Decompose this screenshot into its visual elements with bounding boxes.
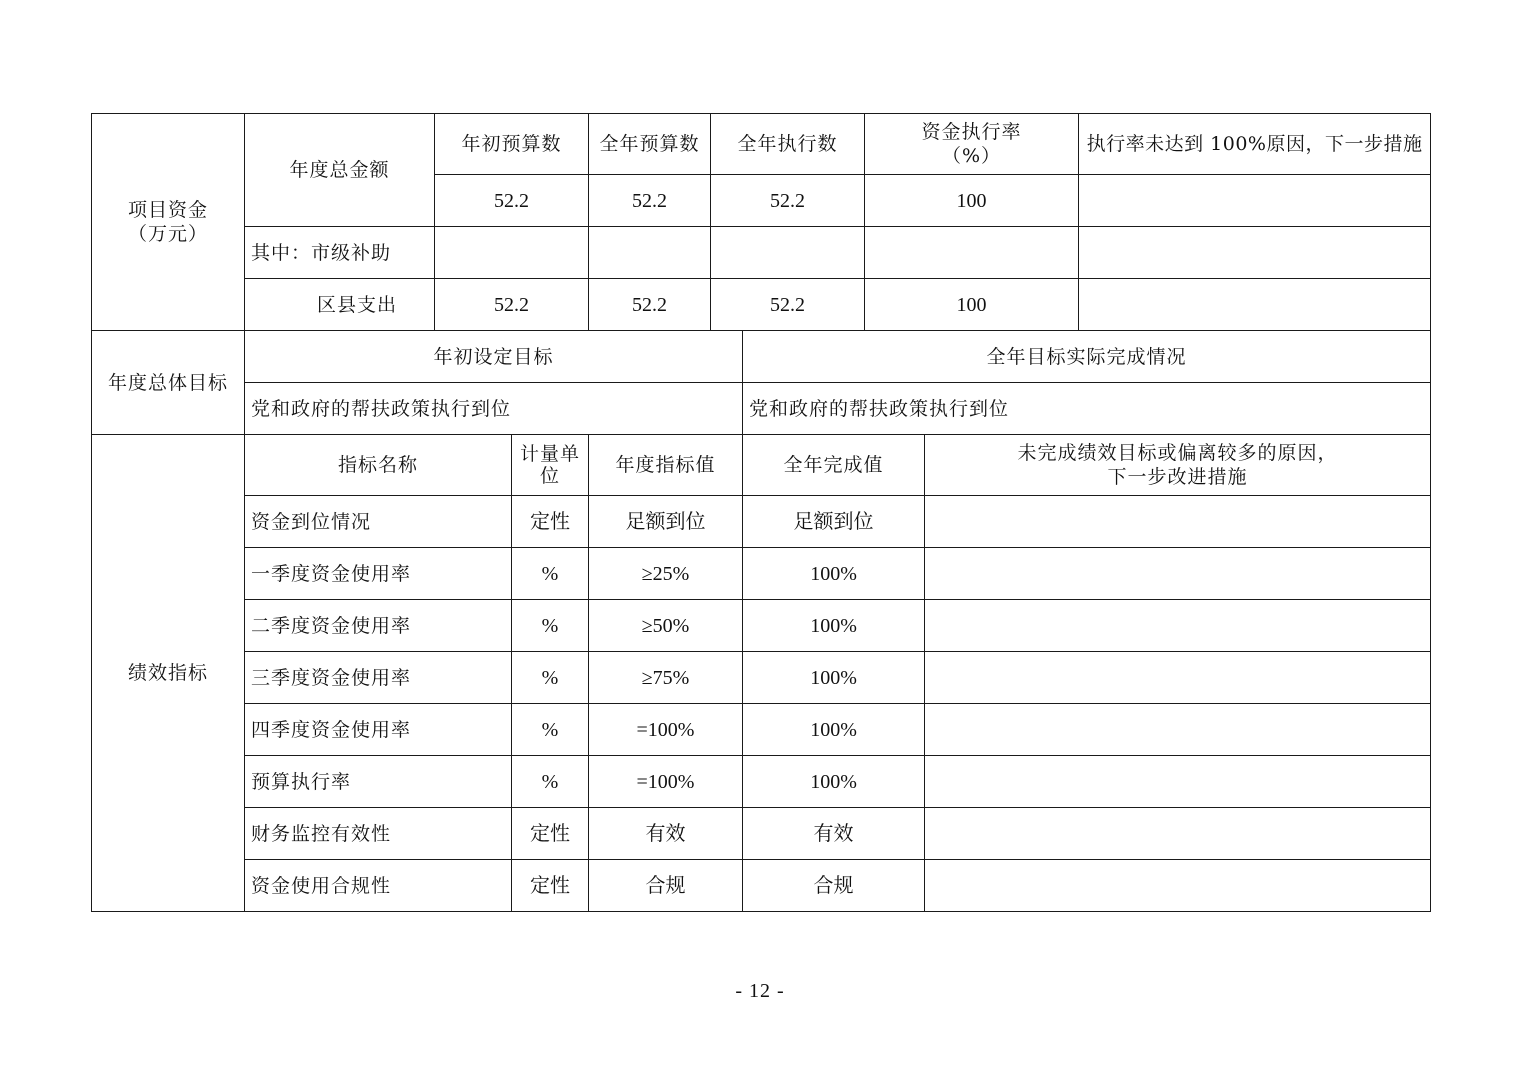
municipal-reason bbox=[1079, 227, 1431, 279]
indicator-target: 足额到位 bbox=[589, 496, 743, 548]
indicator-actual: 有效 bbox=[743, 808, 925, 860]
actual-goal-text: 党和政府的帮扶政策执行到位 bbox=[743, 383, 1431, 435]
header-indicator-name: 指标名称 bbox=[245, 435, 512, 496]
indicator-actual: 100% bbox=[743, 704, 925, 756]
header-annual-execution: 全年执行数 bbox=[711, 114, 865, 175]
indicator-unit: 定性 bbox=[512, 808, 589, 860]
header-perf-reason bbox=[925, 435, 1431, 496]
project-funds-label bbox=[92, 114, 245, 331]
indicator-name: 四季度资金使用率 bbox=[245, 704, 512, 756]
table-row bbox=[92, 808, 1431, 860]
county-annual-execution: 52.2 bbox=[711, 279, 865, 331]
indicator-target: =100% bbox=[589, 704, 743, 756]
goal-header-row bbox=[92, 331, 1431, 383]
municipal-exec-rate bbox=[865, 227, 1079, 279]
indicator-actual: 100% bbox=[743, 756, 925, 808]
goal-text-row bbox=[92, 383, 1431, 435]
municipal-annual-execution bbox=[711, 227, 865, 279]
table-row bbox=[92, 548, 1431, 600]
indicator-name: 三季度资金使用率 bbox=[245, 652, 512, 704]
indicator-reason bbox=[925, 496, 1431, 548]
project-funds-label-line1: 项目资金 bbox=[127, 199, 208, 221]
funds-county-row bbox=[92, 279, 1431, 331]
funds-municipal-row bbox=[92, 227, 1431, 279]
indicator-unit: 定性 bbox=[512, 496, 589, 548]
municipal-annual-budget bbox=[589, 227, 711, 279]
header-exec-rate bbox=[865, 114, 1079, 175]
header-annual-budget: 全年预算数 bbox=[589, 114, 711, 175]
indicator-target: ≥50% bbox=[589, 600, 743, 652]
funds-header-row bbox=[92, 114, 1431, 175]
indicator-actual: 合规 bbox=[743, 860, 925, 912]
total-exec-rate: 100 bbox=[865, 175, 1079, 227]
indicator-unit: 定性 bbox=[512, 860, 589, 912]
header-initial-budget: 年初预算数 bbox=[435, 114, 589, 175]
county-label: 区县支出 bbox=[245, 279, 435, 331]
table-row bbox=[92, 600, 1431, 652]
initial-goal-header: 年初设定目标 bbox=[245, 331, 743, 383]
indicator-reason bbox=[925, 652, 1431, 704]
table-row bbox=[92, 860, 1431, 912]
indicator-name: 资金到位情况 bbox=[245, 496, 512, 548]
header-unit: 计量单位 bbox=[512, 435, 589, 496]
indicator-actual: 足额到位 bbox=[743, 496, 925, 548]
total-annual-execution: 52.2 bbox=[711, 175, 865, 227]
performance-table-sheet bbox=[91, 113, 1430, 922]
indicator-actual: 100% bbox=[743, 652, 925, 704]
indicator-unit: % bbox=[512, 756, 589, 808]
indicator-name: 一季度资金使用率 bbox=[245, 548, 512, 600]
indicator-unit: % bbox=[512, 704, 589, 756]
initial-goal-text: 党和政府的帮扶政策执行到位 bbox=[245, 383, 743, 435]
header-exec-rate-line1: 资金执行率 bbox=[921, 121, 1022, 143]
table-row bbox=[92, 704, 1431, 756]
indicator-target: ≥25% bbox=[589, 548, 743, 600]
total-reason bbox=[1079, 175, 1431, 227]
total-initial-budget: 52.2 bbox=[435, 175, 589, 227]
header-perf-reason-line2: 下一步改进措施 bbox=[1107, 466, 1248, 488]
county-initial-budget: 52.2 bbox=[435, 279, 589, 331]
indicator-name: 资金使用合规性 bbox=[245, 860, 512, 912]
page-number: - 12 - bbox=[735, 980, 785, 1002]
table-row bbox=[92, 652, 1431, 704]
municipal-label: 其中：市级补助 bbox=[245, 227, 435, 279]
municipal-initial-budget bbox=[435, 227, 589, 279]
indicator-target: 有效 bbox=[589, 808, 743, 860]
county-annual-budget: 52.2 bbox=[589, 279, 711, 331]
indicator-reason bbox=[925, 704, 1431, 756]
indicator-target: 合规 bbox=[589, 860, 743, 912]
indicator-reason bbox=[925, 756, 1431, 808]
annual-goal-label: 年度总体目标 bbox=[92, 331, 245, 435]
indicator-reason bbox=[925, 808, 1431, 860]
county-reason bbox=[1079, 279, 1431, 331]
indicator-actual: 100% bbox=[743, 548, 925, 600]
indicator-reason bbox=[925, 860, 1431, 912]
county-exec-rate: 100 bbox=[865, 279, 1079, 331]
performance-header-row bbox=[92, 435, 1431, 496]
actual-goal-header: 全年目标实际完成情况 bbox=[743, 331, 1431, 383]
total-annual-budget: 52.2 bbox=[589, 175, 711, 227]
table-row bbox=[92, 756, 1431, 808]
indicator-target: =100% bbox=[589, 756, 743, 808]
indicator-unit: % bbox=[512, 548, 589, 600]
indicator-target: ≥75% bbox=[589, 652, 743, 704]
indicator-reason bbox=[925, 548, 1431, 600]
indicator-unit: % bbox=[512, 652, 589, 704]
header-perf-reason-line1: 未完成绩效目标或偏离较多的原因， bbox=[1017, 442, 1338, 464]
performance-table bbox=[91, 113, 1431, 912]
header-exec-rate-line2: （%） bbox=[942, 145, 1002, 167]
header-actual: 全年完成值 bbox=[743, 435, 925, 496]
annual-total-label: 年度总金额 bbox=[245, 114, 435, 227]
header-target: 年度指标值 bbox=[589, 435, 743, 496]
indicator-name: 二季度资金使用率 bbox=[245, 600, 512, 652]
header-reason: 执行率未达到 100%原因，下一步措施 bbox=[1079, 114, 1431, 175]
indicator-actual: 100% bbox=[743, 600, 925, 652]
indicator-name: 财务监控有效性 bbox=[245, 808, 512, 860]
project-funds-label-line2: （万元） bbox=[127, 223, 208, 245]
indicator-reason bbox=[925, 600, 1431, 652]
indicator-unit: % bbox=[512, 600, 589, 652]
table-row bbox=[92, 496, 1431, 548]
indicator-name: 预算执行率 bbox=[245, 756, 512, 808]
performance-label: 绩效指标 bbox=[92, 435, 245, 912]
